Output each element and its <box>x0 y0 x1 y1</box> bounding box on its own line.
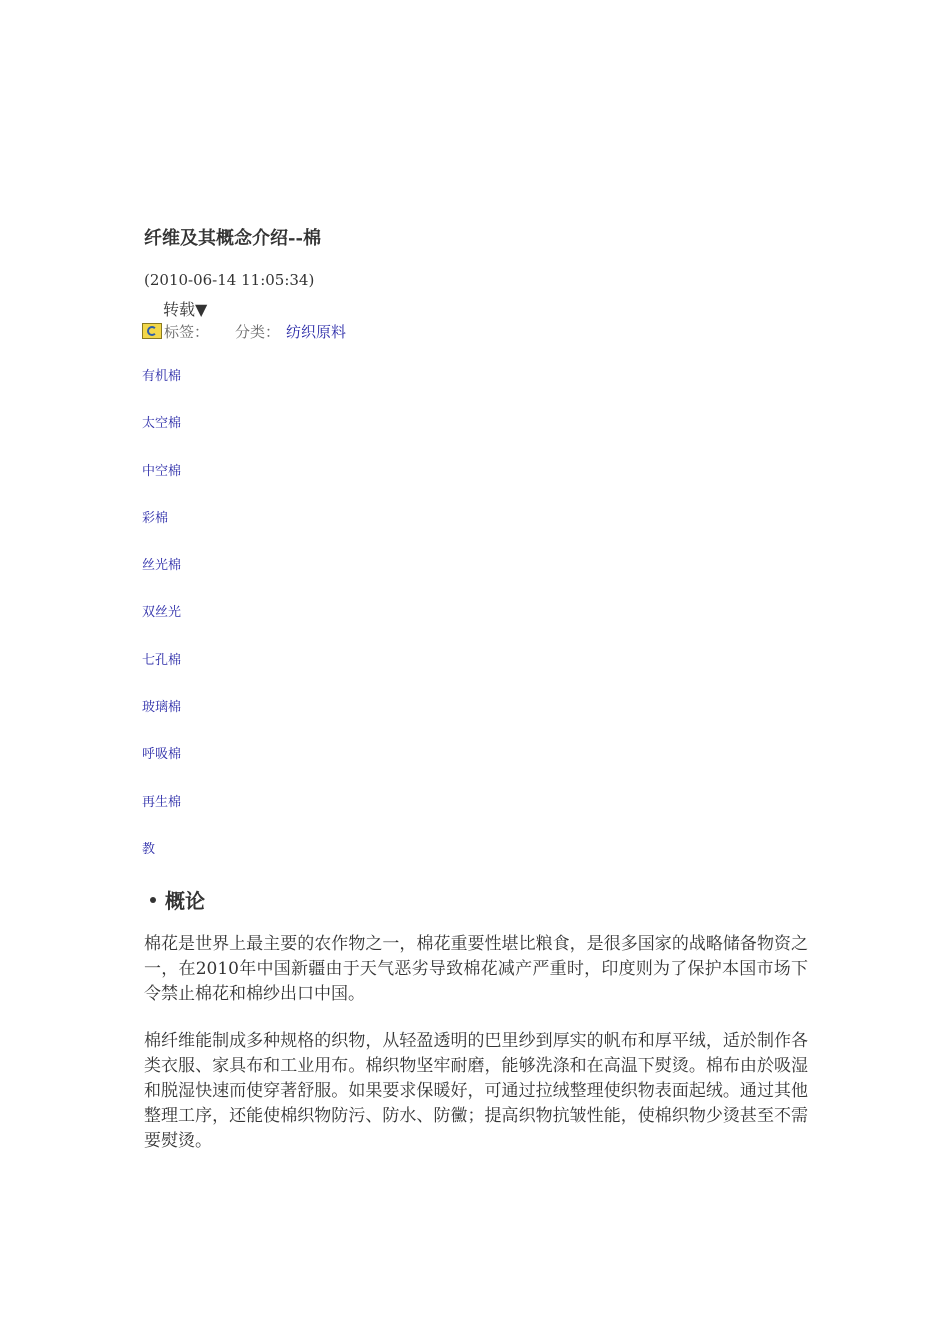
tag-link[interactable]: 双丝光 <box>142 605 182 621</box>
tag-link[interactable]: 再生棉 <box>142 794 182 810</box>
tag-link[interactable]: 教 <box>142 841 156 857</box>
tag-link[interactable]: 玻璃棉 <box>142 700 182 716</box>
section-heading-text: 概论 <box>165 889 205 913</box>
tag-link[interactable]: 中空棉 <box>142 463 182 479</box>
tag-label: 标签： <box>164 322 210 341</box>
category-link[interactable]: 纺织原料 <box>286 322 347 341</box>
paragraph: 棉纤维能制成多种规格的织物，从轻盈透明的巴里纱到厚实的帆布和厚平绒，适於制作各类衣服、家具布和工业用布。棉织物坚牢耐磨，能够洗涤和在高温下熨烫。棉布由於吸湿和脱湿快速而使穿著舒服。如果要求保暖好，可通过拉绒整理使织物表面起绒。通过其他整理工序，还能使棉织物防污、防水、防黴；提高织物抗皱性能，使棉织物少烫甚至不需要熨烫。 <box>144 1031 808 1151</box>
tag-link[interactable]: 有机棉 <box>142 369 182 384</box>
tag-link[interactable]: 呼吸棉 <box>142 747 182 763</box>
bullet-icon <box>150 897 156 903</box>
tag-list <box>142 366 181 886</box>
meta-row <box>142 320 346 342</box>
article-title: 纤维及其概念介绍--棉 <box>144 228 321 249</box>
tag-link[interactable]: 七孔棉 <box>142 652 182 668</box>
repost-toggle[interactable]: 转载▼ <box>163 300 208 319</box>
category-label: 分类： <box>235 322 281 341</box>
post-date: (2010-06-14 11:05:34) <box>144 271 315 289</box>
tag-link[interactable]: 彩棉 <box>142 510 169 526</box>
section-heading <box>150 885 205 914</box>
tag-link[interactable]: 太空棉 <box>142 416 182 432</box>
tag-icon <box>142 323 162 339</box>
paragraph: 棉花是世界上最主要的农作物之一，棉花重要性堪比粮食，是很多国家的战略储备物资之一，在2010年中国新疆由于天气恶劣导致棉花减产严重时，印度则为了保护本国市场下令禁止棉花和棉纱出口中国。 <box>144 934 808 1004</box>
tag-link[interactable]: 丝光棉 <box>142 558 182 574</box>
